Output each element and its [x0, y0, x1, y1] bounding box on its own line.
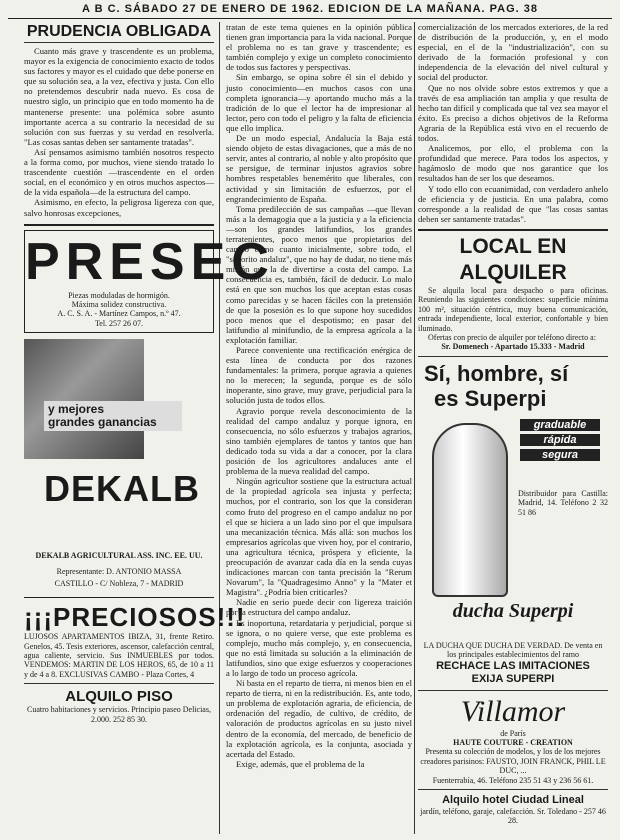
- superpi-distributor: Distribuidor para Castilla: Madrid, 14. Teléfono 2 32 51 86: [518, 488, 608, 517]
- villamor-line: HAUTE COUTURE - CREATION: [453, 737, 573, 747]
- heater-illustration: [432, 423, 508, 597]
- local-contact: Ofertas con precio de alquiler por teléfono directo a:: [428, 332, 596, 342]
- superpi-brand: ducha Superpi: [452, 599, 574, 622]
- villamor-sub: de París: [500, 728, 526, 738]
- article-paragraph: Asimismo, en efecto, la peligrosa ligereza con que, salvo honrosas excepciones,: [24, 197, 214, 218]
- column-middle: [226, 22, 412, 834]
- article-paragraph: Cuanto más grave y trascendente es un problema, mayor es la exigencia de conocimiento exacto de todos sus factores y mayor es el cuidado que debe ponerse en que su solución sea, a la vez, efectiva y justa. Con ello no pretendemos descubrir nada nuevo. Es cosa de nuestro siglo, un principio que en todo momento ha de mantenerse presente: una polémica sobre asunto importante acerca a su contrario la necesidad de su solución con sus fuerzas y su verdad en resolverla. "Las cosas santas deben ser santamente tratadas".: [24, 46, 214, 147]
- article-paragraph: tratan de este tema quienes en la opinión pública tienen gran importancia para la vida nacional. Porque el problema no es tan grave y trascendente; es también complejo y exige un completo conocimiento de todos sus factores y perspectivas.: [226, 22, 412, 73]
- local-body: Se alquila local para despacho o para oficinas. Reuniendo las siguientes condiciones: superficie mínima 100 m², situación céntrica, muy buena comunicación, entrada independiente, local exterior, confortable y bien iluminado.: [418, 285, 608, 333]
- superpi-warning: EXIJA SUPERPI: [471, 672, 555, 685]
- article-paragraph: Es inoportuna, retardataria y perjudicial, porque si se ignora, o no quiere verse, que este problema es complejo, mucho más complejo, y, en consecuencia, que no está limitada su solución a la eliminación de latifundios, sino que exige esfuerzos y cooperaciones a lo largo de todo un proceso agrícola.: [226, 617, 412, 678]
- superpi-ad: [418, 361, 608, 641]
- villamor-logo: Villamor: [460, 694, 566, 728]
- dekalb-logo: DEKALB: [44, 468, 200, 510]
- dekalb-rep: Representante: D. ANTONIO MASSA: [56, 567, 182, 577]
- superpi-warning: RECHACE LAS IMITACIONES: [436, 659, 590, 672]
- corn-photo: [24, 339, 144, 459]
- article-paragraph: Analicemos, por ello, el problema con la profundidad que merece. Para todos los aspectos, y hagámoslo de modo que nos garantice que los resultados han de ser los que deseamos.: [418, 143, 608, 184]
- article-paragraph: Parece conveniente una rectificación enérgica de esta línea de conducta por dos razones fundamentales: la primera, porque agravia a quienes no lo merecen; la segunda, porque es de sólo inoperante, sino grave, muy grave, perjudicial para la solución justa de todos ellos.: [226, 345, 412, 406]
- presec-line: Piezas moduladas de hormigón.: [68, 290, 170, 300]
- piso-title: ALQUILO PISO: [65, 688, 173, 706]
- superpi-headline: Sí, hombre, sí es Superpi: [424, 360, 569, 411]
- article-paragraph: Nadie en serio puede decir con ligereza traición por la estructura del campo andaluz.: [226, 597, 412, 618]
- dekalb-tagline: y mejores grandes ganancias: [44, 401, 182, 431]
- article-paragraph: comercialización de los mercados exteriores, de la red de distribución de la producción, y, en el modo especial, en el de la "industrialización", con su derivado de la formación profesional y con independencia de la elevación del nivel cultural y social del productor.: [418, 22, 608, 83]
- superpi-features: [520, 419, 600, 464]
- feature-badge: segura: [520, 449, 600, 461]
- column-rule-2: [414, 22, 415, 834]
- article-paragraph: De un modo especial, Andalucía la Baja está siendo objeto de estas divagaciones, que a más de no servir, antes al contrario, al noble y alto propósito que se persigue, de terminar injustos agravios sobre hombres respetables benemérito que liberales, con actividad y sin limitación de esfuerzos, por el engrandecimiento de España.: [226, 133, 412, 204]
- presec-line: Máxima solidez constructiva.: [71, 300, 167, 309]
- presec-logo: PRESEC: [25, 232, 275, 291]
- article-paragraph: Así pensamos asimismo también nosotros respecto a la forma como, por muchos, viene siendo tratado lo trascendente cuestión —trascendente en el orden social, en el económico y en otros muchos aspectos— de la vida española—de la estructura del campo.: [24, 146, 214, 198]
- article-title: PRUDENCIA OBLIGADA: [24, 22, 214, 43]
- article-paragraph: Agravio porque revela desconocimiento de la realidad del campo andaluz y porque ignora, en consecuencia, no sólo esfuerzos y trabajos agrarios, sino también ejemplares de tantos y tantos que han dedicado toda su vida a dar a conocer, por la clara posición de los agricultores andaluces ante el problema de la nueva realidad del campo.: [226, 405, 412, 477]
- piso-body: Cuatro habitaciones y servicios. Principio paseo Delicias, 2.000. 252 85 30.: [27, 705, 211, 724]
- dekalb-coop: DEKALB AGRICULTURAL ASS. INC. EE. UU.: [35, 551, 203, 561]
- villamor-models: Presenta su colección de modelos, y los de los mejores creadores parisinos: FAUSTO, JOIN FRANCK, PHIL LE DUC, ...: [420, 747, 606, 776]
- column-rule-1: [219, 22, 220, 834]
- article-paragraph: Ni basta en el reparto de tierra, ni menos bien en el reparto de tierra, ni en la redistribución. Es, ante todo, un problema de explotación agraria, de eficiencia, de ordenación del regadío, de cultivo, de crédito, de valoración de productos agrícolas en su justo nivel dentro de la economía, del mercado, de beneficio de la explotación agrícola, es la conjunta, asociada y acertada del Estado.: [226, 678, 412, 759]
- dekalb-ad: [24, 339, 214, 598]
- local-title: LOCAL EN ALQUILER: [459, 234, 567, 284]
- column-left: [24, 22, 275, 834]
- preciosos-body: LUJOSOS APARTAMENTOS IBIZA, 31, frente Retiro. Genelos, 45. Tesis exteriores, ascensor, calefacción central, agua caliente, servicio. Sus INMUEBLES por todos. VENDEMOS: MARTIN DE LOS HEROS, 65, de 10 a 11 y de 4 a 8. EXCLUSIVAS CAMBO - Plaza Cortes, 4: [24, 632, 214, 679]
- local-address: Sr. Domenech - Apartado 15.333 - Madrid: [441, 342, 585, 352]
- column-right: [418, 22, 608, 834]
- dekalb-address: CASTILLO - C/ Nobleza, 7 - MADRID: [54, 579, 184, 589]
- article-paragraph: Exige, además, que el problema de la: [236, 758, 365, 769]
- hotel-title: Alquilo hotel Ciudad Lineal: [442, 793, 584, 806]
- feature-badge: rápida: [520, 434, 600, 446]
- article-paragraph: Sin embargo, se opina sobre él sin el debido y justo conocimiento—en muchos casos con una completa ignorancia—y aportando mucho más a la tradición de lo que el lector ha de impresionar al lector, pero con todo el peligro y la falta de eficiencia que ello implica.: [226, 72, 412, 133]
- villamor-address: Fuenterrabía, 46. Teléfono 235 51 43 y 236 56 61.: [432, 775, 594, 785]
- page-header: A B C. SÁBADO 27 DE ENERO DE 1962. EDICION DE LA MAÑANA. PAG. 38: [8, 0, 612, 19]
- article-paragraph: Y todo ello con ecuanimidad, con verdadero anhelo de eficiencia y de justicia. En una palabra, como corresponde a la realidad de que "las cosas santas deben ser santamente tratadas".: [418, 183, 608, 224]
- presec-line: A. C. S. A. - Martínez Campos, n.º 47.: [57, 309, 181, 319]
- article-paragraph: Toma predilección de sus campañas —que llevan más a la demagogia que a la justicia y a la eficiencia—son los grandes latifundios, los grandes terratenientes, poco menos que propietarios del campo como cuanto inicialmente, sobre todo, el "señorito andaluz", que no hay de dudar, no tiene más misión que la de divertirse a costa del campo. La consecuencia es, también, fácil de deducir. Lo malo está en que son muchos los que aceptan estas cosas como parecidas y se hacen fáciles con la pretensión de que la posesión es lo que supone hoy sucedidos poco menos que el despotismo; en pasar del latifundio al minifundio, de la empresa agrícola a la explotación familiar.: [226, 203, 412, 345]
- feature-badge: graduable: [520, 419, 600, 431]
- presec-phone: Tel. 257 26 07.: [94, 318, 144, 328]
- article-paragraph: Que no nos olvide sobre estos extremos y que a través de esa ampliación tan amplia y que resulta de hecho tan difícil y complicada que tal vez sea mayor el éxito. Es preciso a dichos objetivos de la Reforma Agraria de la República está vivo en el recuerdo de todos.: [418, 82, 608, 144]
- presec-ad: [24, 230, 275, 334]
- article-paragraph: Ningún agricultor sostiene que la estructura actual de la propiedad agrícola sea injusta y perfecta; muchos, por el contrario, son los que la consideran como fruto del progreso en el campo andaluz no por el que se hiciera a un lado sino por el que impulsara una mecanización técnica. Más allá: son muchos los empresarios agrícolas que viven hoy, por el contrario, una agricultura técnica, próspera y eficiente, la preocupación de avanzar cada día en la senda cuyas indicaciones marcan con tanta precisión la "Rerum Novarum", la "Quadragesimo Anno" y la "Mater et Magistra". ¿Podría bien criticarles?: [226, 476, 412, 598]
- preciosos-title: ¡¡¡PRECIOSOS!!!: [24, 602, 246, 633]
- superpi-note: LA DUCHA QUE DUCHA DE VERDAD. De venta en los principales establecimientos del ramo: [423, 640, 603, 660]
- hotel-body: jardín, teléfono, garaje, calefacción. Sr. Toledano - 257 46 28.: [420, 806, 606, 826]
